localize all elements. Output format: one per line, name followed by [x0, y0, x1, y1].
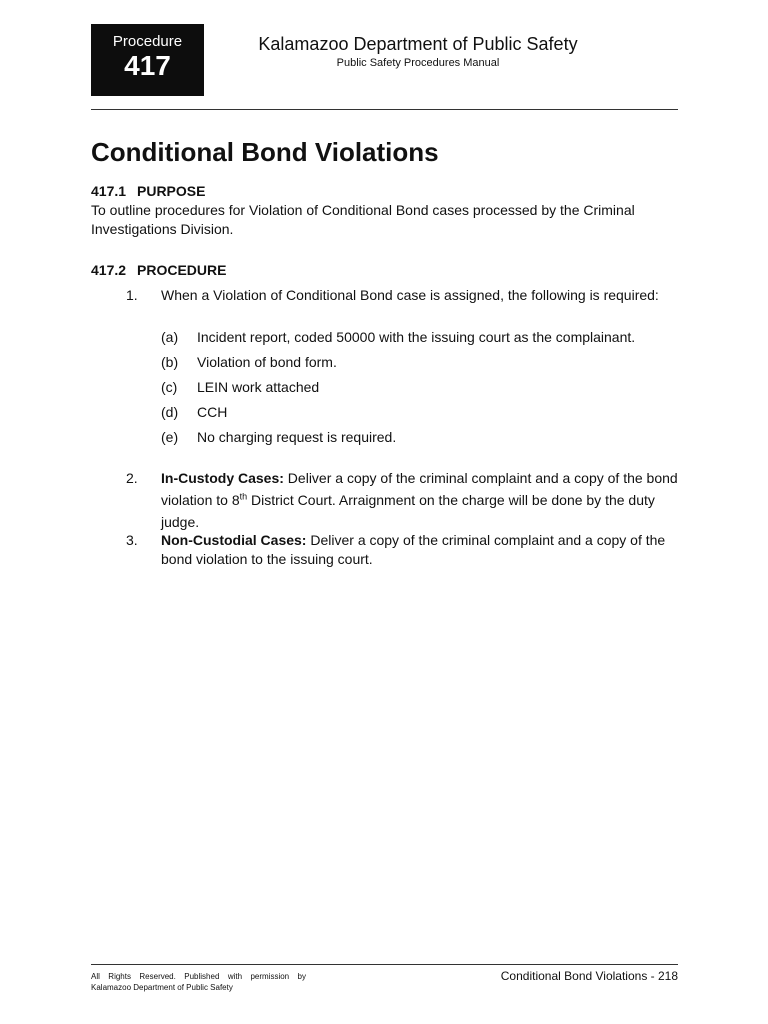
item-text-part-a: Deliver a copy of the criminal complaint and a copy of the bond violation to 8	[161, 470, 678, 508]
item-text-part-b: District Court. Arraignment on the charge will be done by the duty judge.	[161, 492, 655, 530]
subitem-text: LEIN work attached	[197, 379, 320, 395]
subitem-text: CCH	[197, 404, 228, 420]
subitem-text: Violation of bond form.	[197, 354, 337, 370]
page-title: Conditional Bond Violations	[91, 137, 439, 167]
subitem-b	[161, 353, 337, 371]
subitem-a	[161, 328, 635, 346]
procedure-label: Procedure	[112, 33, 183, 50]
item-number: 3.	[126, 532, 138, 548]
subitem-d	[161, 403, 227, 421]
subitem-label: (e)	[161, 429, 179, 445]
manual-name: Public Safety Procedures Manual	[336, 57, 500, 69]
item-bold-lead: Non-Custodial Cases:	[161, 532, 307, 548]
footer-divider	[91, 964, 678, 965]
subitem-text: Incident report, coded 50000 with the issuing court as the complainant.	[197, 329, 636, 345]
purpose-section-number: 417.1	[91, 183, 127, 199]
item-text-body: Deliver a copy of the criminal complaint and a copy of the bond violation to the issuing court.	[161, 532, 666, 567]
footer-rights	[91, 971, 306, 993]
subitem-c	[161, 378, 319, 396]
item-number: 1.	[126, 287, 138, 303]
procedure-item-2	[126, 467, 686, 533]
footer-rights-line1: All Rights Reserved. Published with permission by	[91, 972, 306, 981]
subitem-label: (d)	[161, 404, 179, 420]
item-number: 2.	[126, 470, 138, 486]
purpose-text: To outline procedures for Violation of Conditional Bond cases processed by the Criminal Investigations Division.	[91, 202, 635, 237]
procedure-section-title: PROCEDURE	[137, 262, 227, 278]
header-divider	[91, 109, 678, 110]
subitem-text: No charging request is required.	[197, 429, 397, 445]
item-text: When a Violation of Conditional Bond case is assigned, the following is required:	[161, 287, 659, 303]
procedure-number: 417	[124, 50, 171, 81]
item-text	[161, 531, 686, 569]
subitem-e	[161, 428, 396, 446]
procedure-item-1	[126, 284, 686, 306]
footer-page-label: Conditional Bond Violations - 218	[500, 969, 678, 983]
department-name: Kalamazoo Department of Public Safety	[258, 34, 578, 54]
purpose-section-title: PURPOSE	[137, 183, 206, 199]
subitem-label: (a)	[161, 329, 179, 345]
procedure-badge	[91, 24, 204, 96]
purpose-heading	[91, 183, 205, 199]
procedure-heading	[91, 262, 226, 278]
procedure-section-number: 417.2	[91, 262, 127, 278]
ordinal-suffix: th	[239, 491, 248, 502]
item-bold-lead: In-Custody Cases:	[161, 470, 284, 486]
procedure-item-3	[126, 531, 686, 569]
item-text	[161, 467, 686, 533]
subitem-label: (c)	[161, 379, 178, 395]
footer-rights-line2: Kalamazoo Department of Public Safety	[91, 983, 233, 992]
subitem-label: (b)	[161, 354, 179, 370]
